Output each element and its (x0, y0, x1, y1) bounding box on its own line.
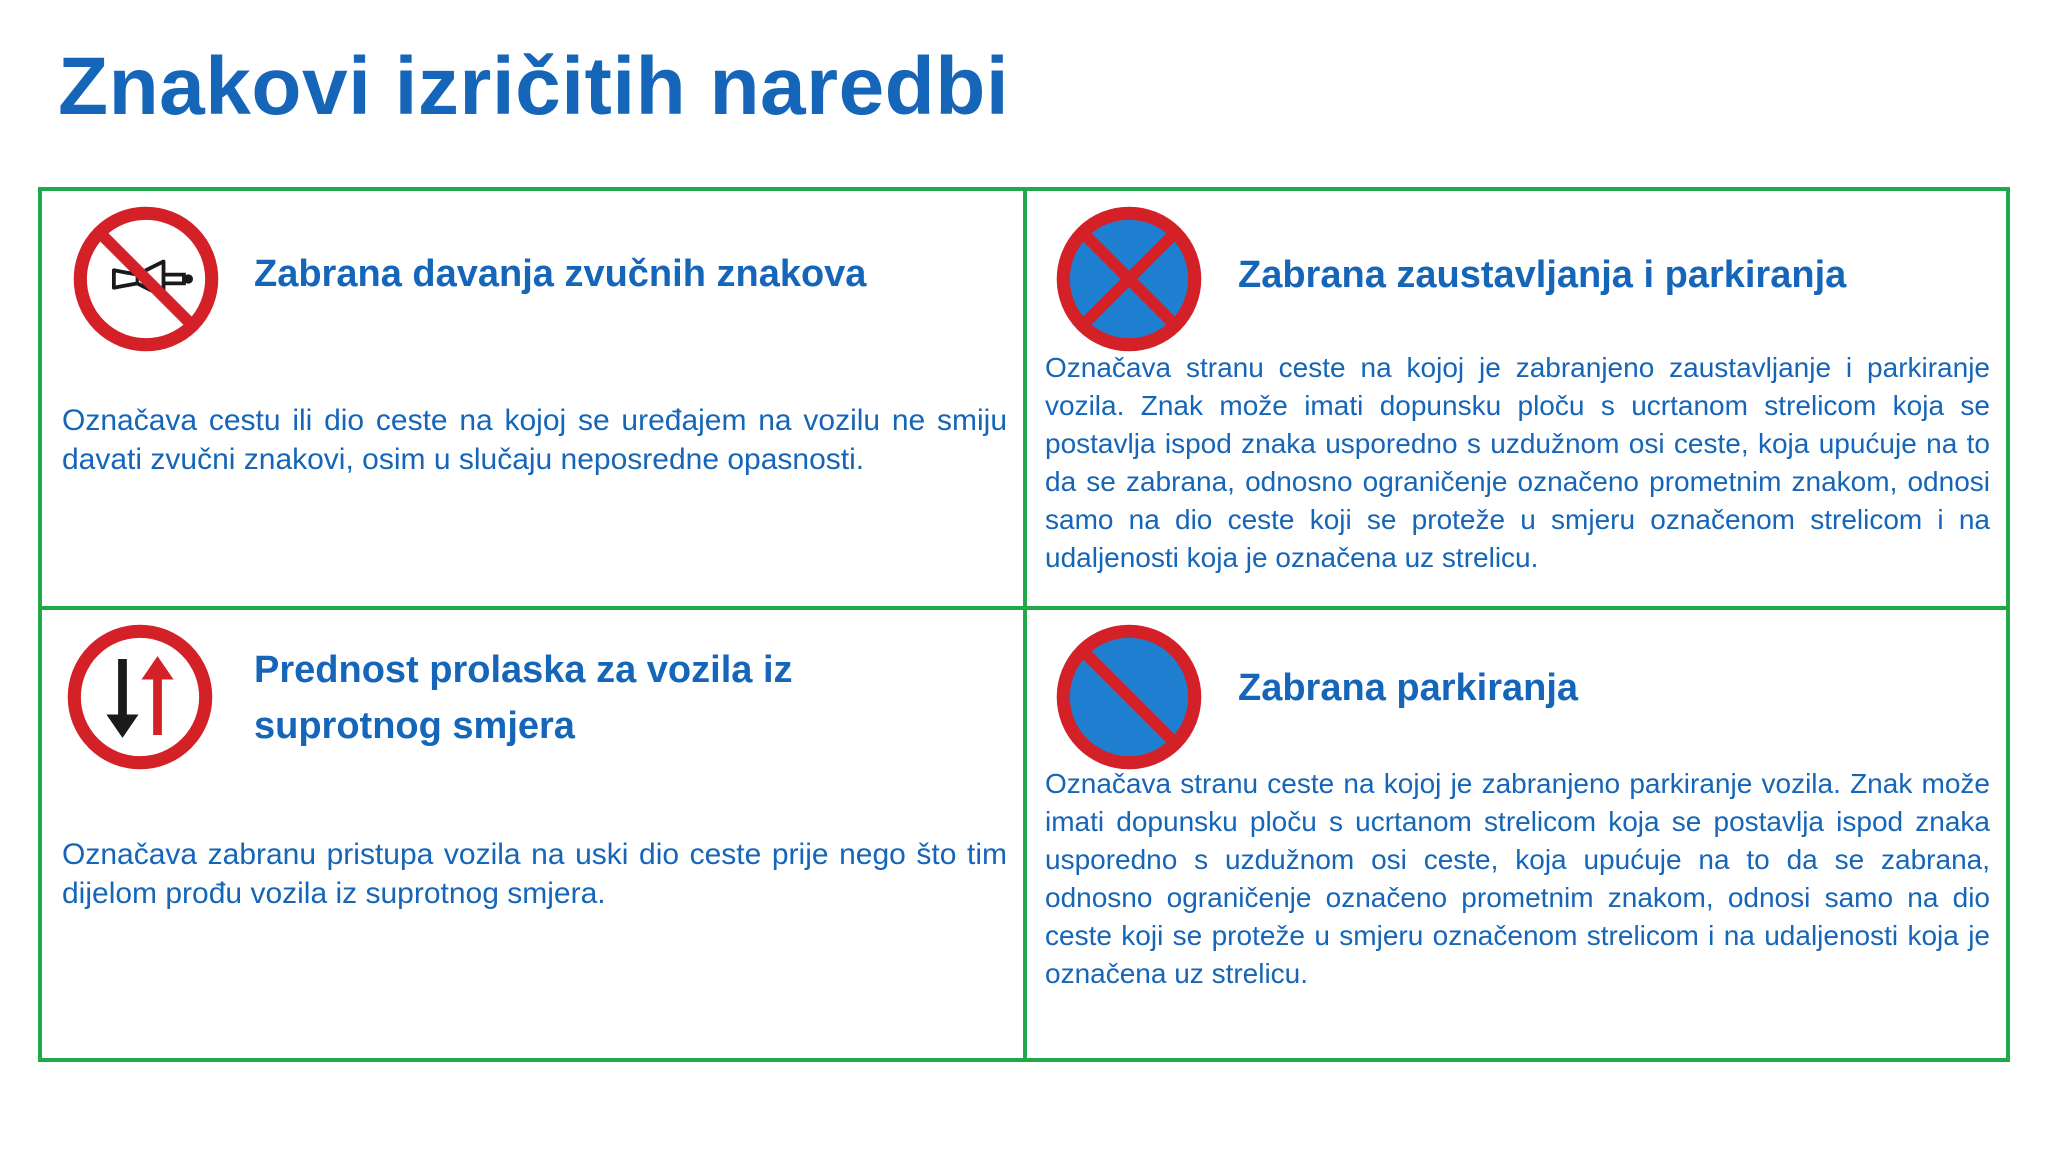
signs-table (38, 187, 2010, 1062)
no-parking-sign-icon (1056, 624, 1202, 770)
sign-card-no-parking (1027, 610, 2010, 1058)
sign-description: Označava stranu ceste na kojoj je zabranjeno zaustavljanje i parkiranje vozila. Znak može imati dopunsku ploču s ucrtanom strelicom koja se postavlja ispod znaka usporedno s uzdužnom osi ceste, koja upućuje na to da se zabrana, odnosno ograničenje označeno prometnim znakom, odnosi samo na dio ceste koji se proteže u smjeru označenom strelicom i na udaljenosti koja je označena uz strelicu. (1045, 352, 1990, 573)
oncoming-priority-sign-icon (67, 624, 213, 770)
sign-title: Zabrana davanja zvučnih znakova (254, 253, 867, 295)
sign-description: Označava cestu ili dio ceste na kojoj se uređajem na vozilu ne smiju davati zvučni znakovi, osim u slučaju neposredne opasnosti. (62, 404, 1007, 476)
sign-title: Zabrana zaustavljanja i parkiranja (1238, 254, 1847, 296)
page-title: Znakovi izričitih naredbi (58, 41, 1010, 132)
no-stopping-sign-icon (1056, 206, 1202, 352)
no-horn-sign-icon (73, 206, 219, 352)
sign-card-oncoming-priority (42, 610, 1027, 1058)
sign-description: Označava zabranu pristupa vozila na uski dio ceste prije nego što tim dijelom prođu vozila iz suprotnog smjera. (62, 838, 1007, 910)
sign-description: Označava stranu ceste na kojoj je zabranjeno parkiranje vozila. Znak može imati dopunsku ploču s ucrtanom strelicom koja se postavlja ispod znaka usporedno s uzdužnom osi ceste, koja upućuje na to da se zabrana, odnosno ograničenje označeno prometnim znakom, odnosi samo na dio ceste koji se proteže u smjeru označenom strelicom i na udaljenosti koja je označena uz strelicu. (1045, 768, 1990, 989)
sign-card-no-stopping (1027, 191, 2010, 610)
sign-title: Prednost prolaska za vozila iz suprotnog smjera (254, 649, 793, 747)
sign-title: Zabrana parkiranja (1238, 667, 1579, 709)
sign-card-no-horn (42, 191, 1027, 610)
